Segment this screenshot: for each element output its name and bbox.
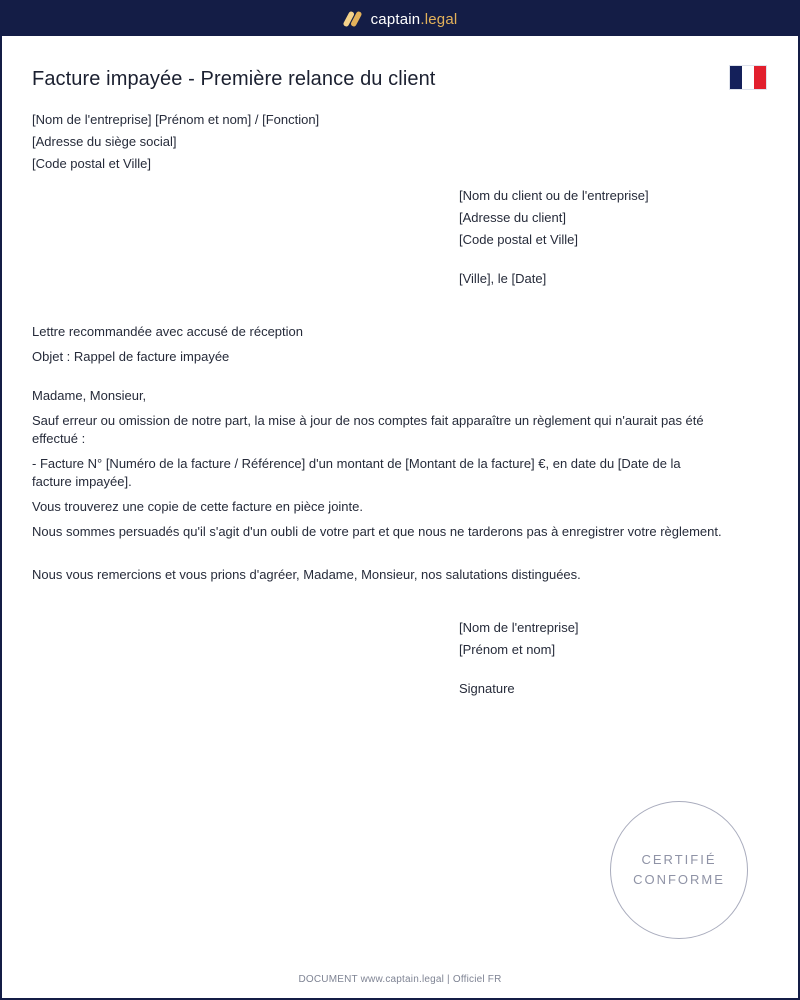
place-date: [Ville], le [Date] <box>459 271 547 286</box>
stamp-line-2: CONFORME <box>633 872 725 887</box>
body-paragraph-3: Vous trouverez une copie de cette facture en pièce jointe. <box>32 499 363 514</box>
top-bar <box>2 2 798 36</box>
subject-line: Objet : Rappel de facture impayée <box>32 349 230 364</box>
delivery-mode: Lettre recommandée avec accusé de réception <box>32 324 303 339</box>
footer-text: DOCUMENT www.captain.legal | Officiel FR <box>298 974 502 985</box>
certified-stamp <box>610 801 748 939</box>
captain-legal-logo-icon <box>343 10 363 28</box>
sender-line-1: [Nom de l'entreprise] [Prénom et nom] / [Fonction] <box>32 112 320 127</box>
flag-stripe-red <box>754 66 766 89</box>
closing-company: [Nom de l'entreprise] <box>459 620 579 635</box>
body-paragraph-5: Nous vous remercions et vous prions d'agréer, Madame, Monsieur, nos salutations distinguées. <box>32 567 581 582</box>
brand-name-accent: .legal <box>420 10 458 28</box>
recipient-line-2: [Adresse du client] <box>459 210 566 225</box>
france-flag-icon <box>729 65 767 90</box>
brand[interactable] <box>343 10 458 28</box>
flag-stripe-white <box>742 66 754 89</box>
flag-stripe-blue <box>730 66 742 89</box>
sender-line-3: [Code postal et Ville] <box>32 156 151 171</box>
body-paragraph-1: Sauf erreur ou omission de notre part, la mise à jour de nos comptes fait apparaître un règlement qui n'aurait pas été effectué : <box>32 413 704 446</box>
brand-name <box>371 11 458 28</box>
closing-name: [Prénom et nom] <box>459 642 556 657</box>
body-paragraph-2: - Facture N° [Numéro de la facture / Référence] d'un montant de [Montant de la facture] €, en date du [Date de la facture impayée]. <box>32 456 681 489</box>
brand-name-main: captain <box>370 10 421 28</box>
recipient-line-1: [Nom du client ou de l'entreprise] <box>459 188 649 203</box>
body-paragraph-4: Nous sommes persuadés qu'il s'agit d'un oubli de votre part et que nous ne tarderons pas à enregistrer votre règlement. <box>32 524 722 539</box>
sender-line-2: [Adresse du siège social] <box>32 134 177 149</box>
document-title: Facture impayée - Première relance du client <box>32 68 436 90</box>
stamp-line-1: CERTIFIÉ <box>641 852 717 867</box>
recipient-line-3: [Code postal et Ville] <box>459 232 578 247</box>
signature-label: Signature <box>459 681 515 696</box>
salutation: Madame, Monsieur, <box>32 388 147 403</box>
